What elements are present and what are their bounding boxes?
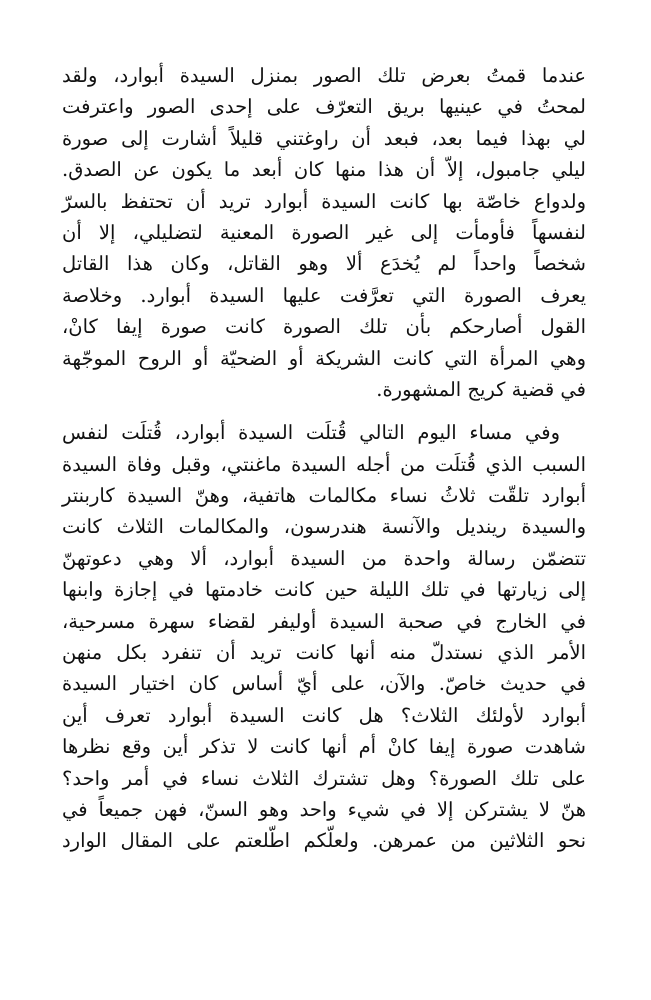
- text-line: وفي مساء اليوم التالي قُتلَت السيدة أبوارد، قُتلَت لنفس: [62, 421, 560, 445]
- text-line: في حديث خاصّ. والآن، على أيّ أساس كان اختيار السيدة: [62, 672, 586, 696]
- text-line: يعرف الصورة التي تعرَّفت عليها السيدة أبوارد. وخلاصة: [62, 283, 586, 307]
- text-line: لمحتُ في عينيها بريق التعرّف على إحدى الصور واعترفت: [62, 95, 586, 119]
- text-line: على تلك الصورة؟ وهل تشترك الثلاث نساء في أمر واحد؟: [62, 766, 586, 790]
- paragraph-2: [62, 417, 586, 856]
- text-line: لي بهذا فيما بعد، فبعد أن راوغتني قليلاً أشارت إلى صورة: [62, 126, 586, 150]
- text-line: شخصاً واحداً لم يُخدَع ألا وهو القاتل، وكان هذا القاتل: [62, 252, 586, 276]
- paragraph-1: [62, 60, 586, 405]
- text-line: ليلي جامبول، إلاّ أن هذا منها كان أبعد ما يكون عن الصدق.: [62, 158, 586, 182]
- text-line: وهي المرأة التي كانت الشريكة أو الضحيّة أو الروح الموجّهة: [62, 346, 586, 370]
- text-line: لنفسهاً فأومأت إلى غير الصورة المعنية لتضليلي، إلا أن: [62, 220, 586, 244]
- text-line: نحو الثلاثين من عمرهن. ولعلّكم اطّلعتم على المقال الوارد: [62, 829, 586, 853]
- text-line: القول أصارحكم بأن تلك الصورة كانت صورة إيفا كانْ،: [62, 315, 586, 339]
- text-line: إلى زيارتها في تلك الليلة حين كانت خادمتها في إجازة وابنها: [62, 578, 586, 602]
- text-line: ولدواع خاصّة بها كانت السيدة أبوارد تريد أن تحتفظ بالسرّ: [62, 189, 586, 213]
- text-line: الأمر الذي نستدلّ منه أنها كانت تريد أن تنفرد بكل منهن: [62, 641, 586, 665]
- text-line: أبوارد لأولئك الثلاث؟ هل كانت السيدة أبوارد تعرف أين: [62, 703, 586, 727]
- text-line: في الخارج في صحبة السيدة أوليفر لقضاء سهرة مسرحية،: [62, 609, 586, 633]
- text-line: هنّ لا يشتركن إلا في شيء واحد وهو السنّ، فهن جميعاً في: [62, 797, 586, 821]
- text-line: في قضية كريج المشهورة.: [376, 377, 586, 401]
- text-line: أبوارد تلقّت ثلاثُ نساء مكالمات هاتفية، وهنّ السيدة كاربنتر: [62, 484, 586, 508]
- text-line: شاهدت صورة إيفا كانْ أم أنها كانت لا تذكر أين وقع نظرها: [62, 735, 586, 759]
- text-line: عندما قمتُ بعرض تلك الصور بمنزل السيدة أبوارد، ولقد: [62, 64, 586, 87]
- text-line: والسيدة رينديل والآنسة هندرسون، والمكالمات الثلاث كانت: [62, 515, 586, 539]
- text-line: السبب الذي قُتلَت من أجله السيدة ماغنتي، وقبل وفاة السيدة: [62, 452, 586, 476]
- book-page: [62, 60, 586, 857]
- text-line: تتضمّن رسالة واحدة من السيدة أبوارد، ألا وهي دعوتهنّ: [62, 546, 586, 570]
